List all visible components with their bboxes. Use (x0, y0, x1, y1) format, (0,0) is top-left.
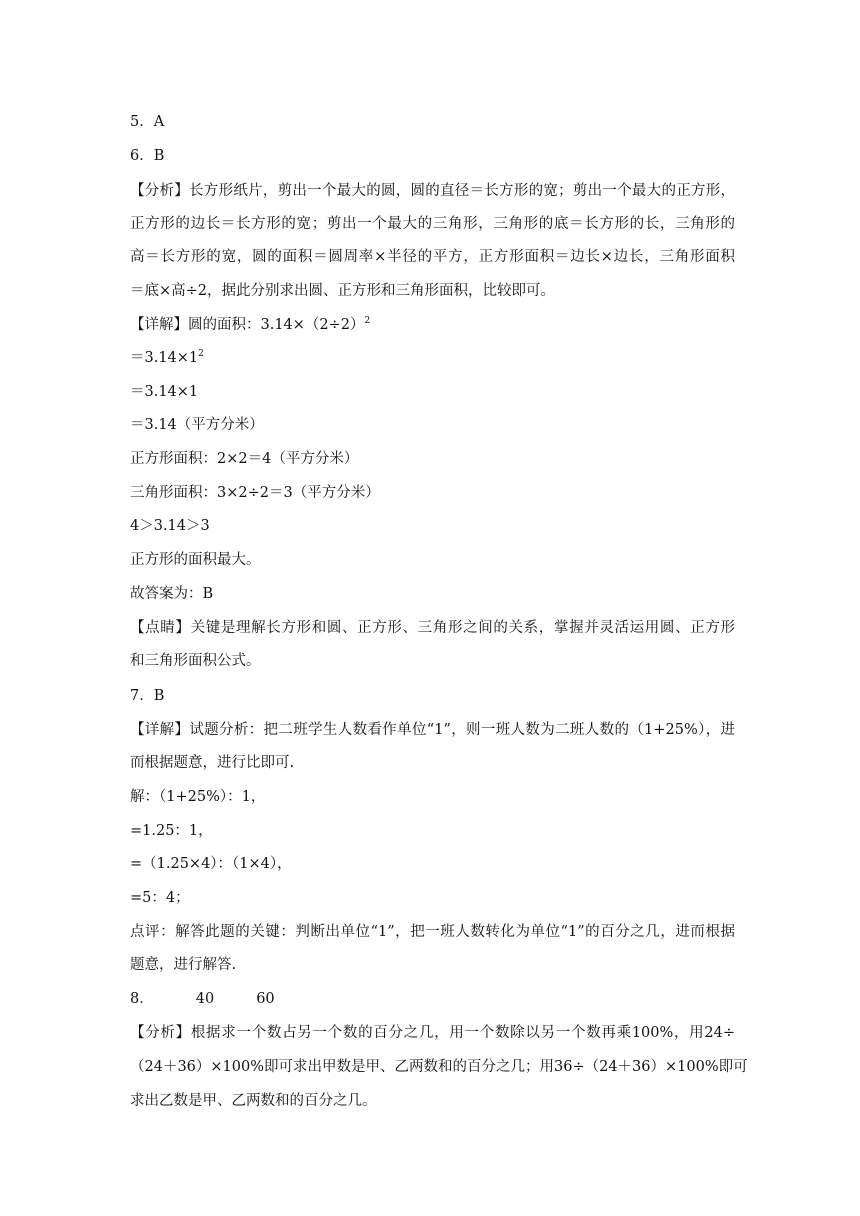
q6-comment-line-1: 【点睛】关键是理解长方形和圆、正方形、三角形之间的关系，掌握并灵活运用圆、正方形 (130, 620, 735, 636)
q8-answer-2: 60 (256, 991, 275, 1007)
q6-detail-step-1 (130, 347, 735, 369)
q6-detail-square-area: 正方形面积：2×2＝4（平方分米） (130, 451, 359, 467)
exponent: 2 (198, 349, 204, 359)
q7-comment-line-2: 题意，进行解答. (130, 957, 237, 973)
q8-analysis-line-2: （24＋36）×100%即可求出甲数是甲、乙两数和的百分之几；用36÷（24＋36）×100%即可 (130, 1059, 748, 1075)
q8-answer-1: 40 (195, 991, 215, 1007)
answer-8 (130, 988, 735, 1010)
q8-analysis-line-1: 【分析】根据求一个数占另一个数的百分之几，用一个数除以另一个数再乘100%，用24÷ (130, 1025, 735, 1041)
q7-solve-line-1: 解：（1+25%）：1， (130, 789, 266, 805)
q6-detail-triangle-area: 三角形面积：3×2÷2＝3（平方分米） (130, 485, 380, 501)
q6-analysis-line-1: 【分析】长方形纸片，剪出一个最大的圆，圆的直径＝长方形的宽；剪出一个最大的正方形， (130, 183, 735, 199)
q6-analysis-line-2: 正方形的边长＝长方形的宽；剪出一个最大的三角形，三角形的底＝长方形的长，三角形的 (130, 216, 735, 232)
q6-detail-conclusion: 正方形的面积最大。 (130, 552, 261, 568)
q7-detail-line-1: 【详解】试题分析：把二班学生人数看作单位“1”，则一班人数为二班人数的（1+25%），进 (130, 722, 735, 738)
q6-detail-step-3: ＝3.14（平方分米） (130, 417, 264, 433)
q6-detail-text: 【详解】圆的面积：3.14×（2÷2） (130, 317, 365, 333)
q6-comment-line-2: 和三角形面积公式。 (130, 653, 261, 669)
q7-detail-line-2: 而根据题意，进行比即可. (130, 755, 295, 771)
q8-analysis-line-3: 求出乙数是甲、乙两数和的百分之几。 (130, 1093, 377, 1109)
q6-answer: 故答案为：B (130, 586, 214, 602)
q6-detail-compare: 4＞3.14＞3 (130, 518, 210, 534)
q6-detail-step-2: ＝3.14×1 (130, 384, 199, 400)
q7-comment-line-1: 点评：解答此题的关键：判断出单位“1”，把一班人数转化为单位“1”的百分之几，进而根据 (130, 924, 735, 940)
answer-5: 5．A (130, 114, 165, 130)
q6-analysis-line-3: 高＝长方形的宽，圆的面积＝圆周率×半径的平方，正方形面积＝边长×边长，三角形面积 (130, 249, 735, 265)
q7-solve-line-4: =5：4； (130, 890, 190, 906)
q8-number: 8． (130, 991, 154, 1007)
q7-solve-line-2: =1.25：1， (130, 823, 213, 839)
answer-7: 7．B (130, 688, 165, 704)
q7-solve-line-3: =（1.25×4）：（1×4）， (130, 856, 292, 872)
exponent: 2 (364, 316, 371, 326)
q6-analysis-line-4: ＝底×高÷2，据此分别求出圆、正方形和三角形面积，比较即可。 (130, 283, 556, 299)
q6-detail-text: ＝3.14×1 (130, 350, 199, 366)
q6-detail-circle-area (130, 314, 735, 336)
answer-6: 6．B (130, 148, 165, 164)
